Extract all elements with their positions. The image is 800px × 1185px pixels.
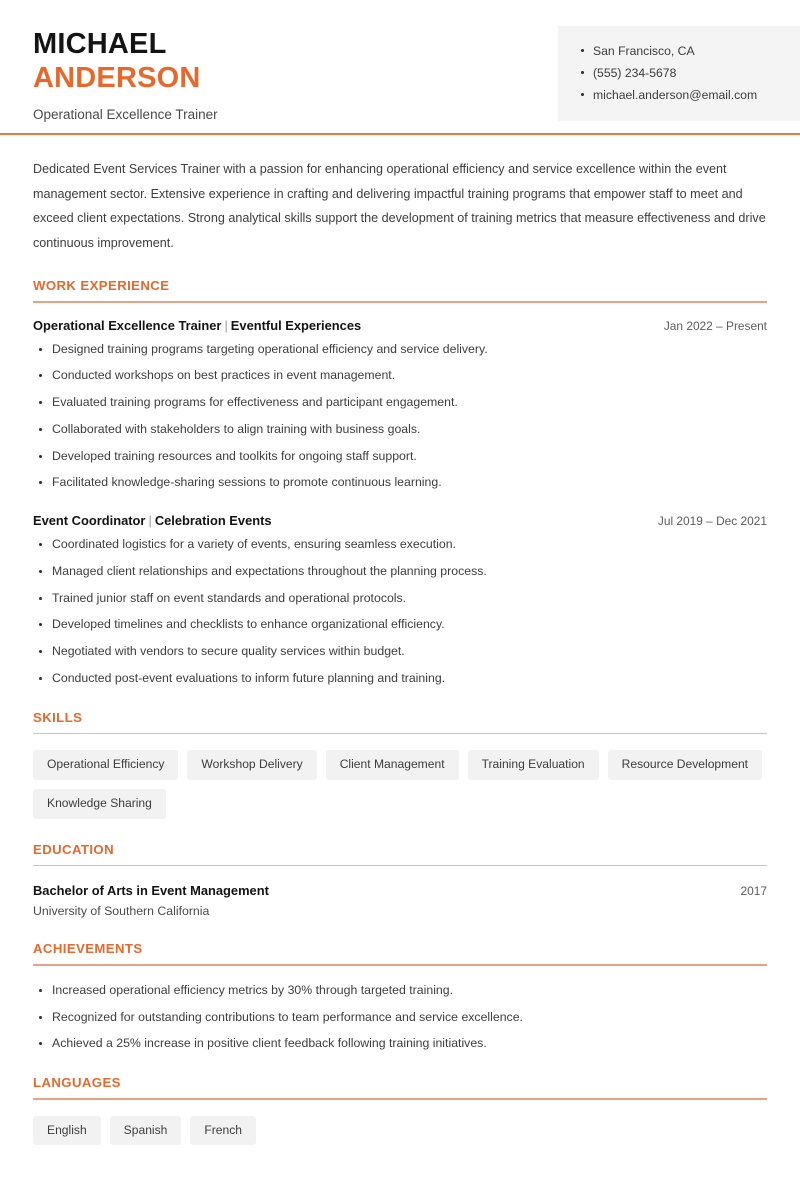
section-skills bbox=[33, 710, 767, 819]
contact-list bbox=[580, 40, 800, 107]
job-bullet: Conducted workshops on best practices in event management. bbox=[33, 368, 767, 384]
job-bullet: Negotiated with vendors to secure quality services within budget. bbox=[33, 644, 767, 660]
job-dates: Jan 2022 – Present bbox=[663, 318, 767, 333]
job-bullet: Evaluated training programs for effectiveness and participant engagement. bbox=[33, 395, 767, 411]
language-pill: Spanish bbox=[110, 1116, 182, 1146]
contact-panel bbox=[558, 26, 800, 121]
skill-pill: Knowledge Sharing bbox=[33, 789, 166, 819]
skill-pill: Operational Efficiency bbox=[33, 750, 178, 780]
skills-pill-list bbox=[33, 750, 767, 819]
skill-pill: Client Management bbox=[326, 750, 459, 780]
job-company: Eventful Experiences bbox=[230, 317, 362, 333]
section-title-achievements: ACHIEVEMENTS bbox=[33, 941, 143, 957]
job-bullet-list bbox=[33, 342, 767, 491]
job-separator: | bbox=[224, 317, 228, 333]
contact-item-location: San Francisco, CA bbox=[580, 40, 800, 62]
contact-item-phone: (555) 234-5678 bbox=[580, 62, 800, 84]
skill-pill: Training Evaluation bbox=[468, 750, 599, 780]
education-degree: Bachelor of Arts in Event Management bbox=[33, 883, 269, 899]
job-bullet: Coordinated logistics for a variety of events, ensuring seamless execution. bbox=[33, 537, 767, 553]
last-name: ANDERSON bbox=[33, 61, 201, 94]
language-pill: French bbox=[190, 1116, 256, 1146]
section-education bbox=[33, 842, 767, 919]
job-entry bbox=[33, 513, 767, 686]
job-bullet: Developed timelines and checklists to enhance organizational efficiency. bbox=[33, 617, 767, 633]
skill-pill: Resource Development bbox=[608, 750, 762, 780]
skill-pill: Workshop Delivery bbox=[187, 750, 316, 780]
job-bullet: Managed client relationships and expectations throughout the planning process. bbox=[33, 564, 767, 580]
resume-header bbox=[0, 0, 800, 135]
education-year: 2017 bbox=[740, 884, 767, 899]
section-divider bbox=[33, 733, 767, 735]
first-name: MICHAEL bbox=[33, 28, 167, 60]
job-separator: | bbox=[148, 513, 152, 529]
section-title-education: EDUCATION bbox=[33, 841, 115, 857]
job-bullet: Facilitated knowledge-sharing sessions to promote continuous learning. bbox=[33, 475, 767, 491]
achievements-list bbox=[33, 983, 767, 1052]
job-dates: Jul 2019 – Dec 2021 bbox=[657, 514, 767, 529]
education-school: University of Southern California bbox=[33, 904, 210, 919]
job-role: Event Coordinator bbox=[33, 513, 146, 529]
section-divider bbox=[33, 964, 767, 966]
achievement-item: Increased operational efficiency metrics by 30% through targeted training. bbox=[33, 983, 767, 999]
professional-title: Operational Excellence Trainer bbox=[33, 107, 218, 123]
job-bullet: Trained junior staff on event standards and operational protocols. bbox=[33, 591, 767, 607]
job-bullet: Collaborated with stakeholders to align training with business goals. bbox=[33, 422, 767, 438]
job-heading bbox=[33, 318, 361, 333]
job-bullet: Conducted post-event evaluations to inform future planning and training. bbox=[33, 671, 767, 687]
section-divider bbox=[33, 301, 767, 303]
job-heading bbox=[33, 513, 272, 528]
job-bullet: Developed training resources and toolkits for ongoing staff support. bbox=[33, 449, 767, 465]
section-title-work-experience: WORK EXPERIENCE bbox=[33, 278, 170, 294]
achievement-item: Achieved a 25% increase in positive client feedback following training initiatives. bbox=[33, 1036, 767, 1052]
language-pill: English bbox=[33, 1116, 101, 1146]
section-languages bbox=[33, 1075, 767, 1145]
identity-block bbox=[0, 26, 218, 122]
contact-item-email: michael.anderson@email.com bbox=[580, 84, 800, 106]
achievement-item: Recognized for outstanding contributions to team performance and service excellence. bbox=[33, 1010, 767, 1026]
professional-summary: Dedicated Event Services Trainer with a passion for enhancing operational efficiency and service excellence within the event management sector. Extensive experience in crafting and delivering impactful training programs that empower staff to meet and exceed client expectations. Strong analytical skills support the development of training metrics that measure effectiveness and drive continuous improvement. bbox=[33, 162, 766, 250]
job-bullet: Designed training programs targeting operational efficiency and service delivery. bbox=[33, 342, 767, 358]
languages-pill-list bbox=[33, 1116, 767, 1146]
section-divider bbox=[33, 1098, 767, 1100]
section-divider bbox=[33, 865, 767, 867]
section-title-skills: SKILLS bbox=[33, 709, 83, 725]
job-role: Operational Excellence Trainer bbox=[33, 317, 222, 333]
section-work-experience bbox=[33, 278, 767, 686]
job-entry bbox=[33, 318, 767, 491]
section-title-languages: LANGUAGES bbox=[33, 1075, 121, 1091]
education-entry bbox=[33, 883, 767, 918]
job-company: Celebration Events bbox=[154, 513, 272, 529]
job-bullet-list bbox=[33, 537, 767, 686]
header-divider bbox=[0, 133, 800, 135]
section-achievements bbox=[33, 941, 767, 1052]
